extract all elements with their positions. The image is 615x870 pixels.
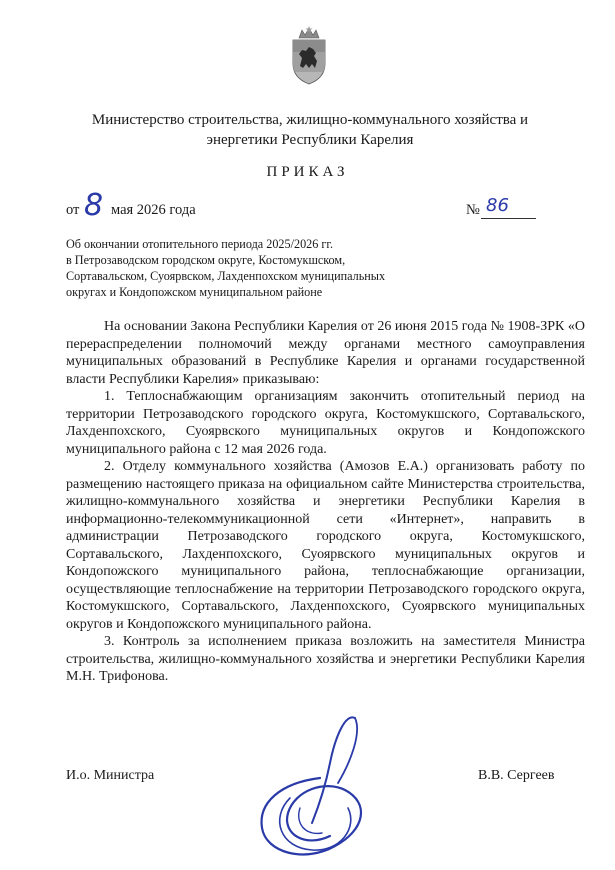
coat-of-arms-icon (290, 26, 328, 86)
number-underline (481, 218, 536, 219)
subject-line: в Петрозаводском городском округе, Костомукшском, (66, 253, 346, 267)
handwritten-signature (250, 708, 390, 868)
date-number-row (66, 188, 546, 223)
document-type-title: ПРИКАЗ (266, 164, 349, 180)
signatory-position: И.о. Министра (66, 768, 155, 783)
order-subject (66, 236, 446, 300)
signatory-name: В.В. Сергеев (478, 768, 555, 783)
ministry-name-line: Министерство строительства, жилищно-коммунального хозяйства и (91, 112, 529, 128)
date-month-year: мая 2026 года (111, 202, 196, 218)
body-paragraph: 3. Контроль за исполнением приказа возложить на заместителя Министра строительства, жилищно-коммунального хозяйства и энергетики Республики Карелия М.Н. Трифонова. (66, 634, 585, 684)
date-prefix: от (66, 202, 80, 218)
body-paragraph: 1. Теплоснабжающим организациям закончить отопительный период на территории Петрозаводского городского округа, Костомукшского, Сортавальского, Лахденпохского, Суоярвского муниципальных округов и Кондопожского муниципального района с 12 мая 2026 года. (66, 389, 585, 457)
body-paragraph: 2. Отделу коммунального хозяйства (Амозов Е.А.) организовать работу по размещению настоящего приказа на официальном сайте Министерства строительства, жилищно-коммунального хозяйства и энергетики Республики Карелия в информационно-телекоммуникационной сети «Интернет», направить в администрации Петрозаводского городского округа, Костомукшского, Сортавальского, Лахденпохского, Суоярвского муниципальных округов и Кондопожского муниципального района, теплоснабжающие организации, осуществляющие теплоснабжение на территории Петрозаводского городского округа, Костомукшского, Сортавальского, Лахденпохского, Суоярвского муниципальных округов и Кондопожского муниципального района. (66, 459, 585, 632)
date-day-handwritten: 8 (84, 188, 104, 223)
body-paragraph: На основании Закона Республики Карелия от 26 июня 2015 года № 1908-ЗРК «О перераспределении полномочий между органами местного самоуправления муниципальных образований в Республике Карелия и органами государственной власти Республики Карелия» приказываю: (66, 319, 585, 387)
subject-line: округах и Кондопожском муниципальном районе (66, 285, 323, 299)
ministry-name (60, 110, 560, 150)
subject-line: Об окончании отопительного периода 2025/2026 гг. (66, 237, 334, 251)
number-value-handwritten: 86 (486, 195, 509, 216)
number-label: № (466, 202, 480, 218)
order-body (66, 318, 585, 686)
subject-line: Сортавальском, Суоярвском, Лахденпохском муниципальных (66, 269, 386, 283)
ministry-name-line: энергетики Республики Карелия (206, 132, 414, 148)
